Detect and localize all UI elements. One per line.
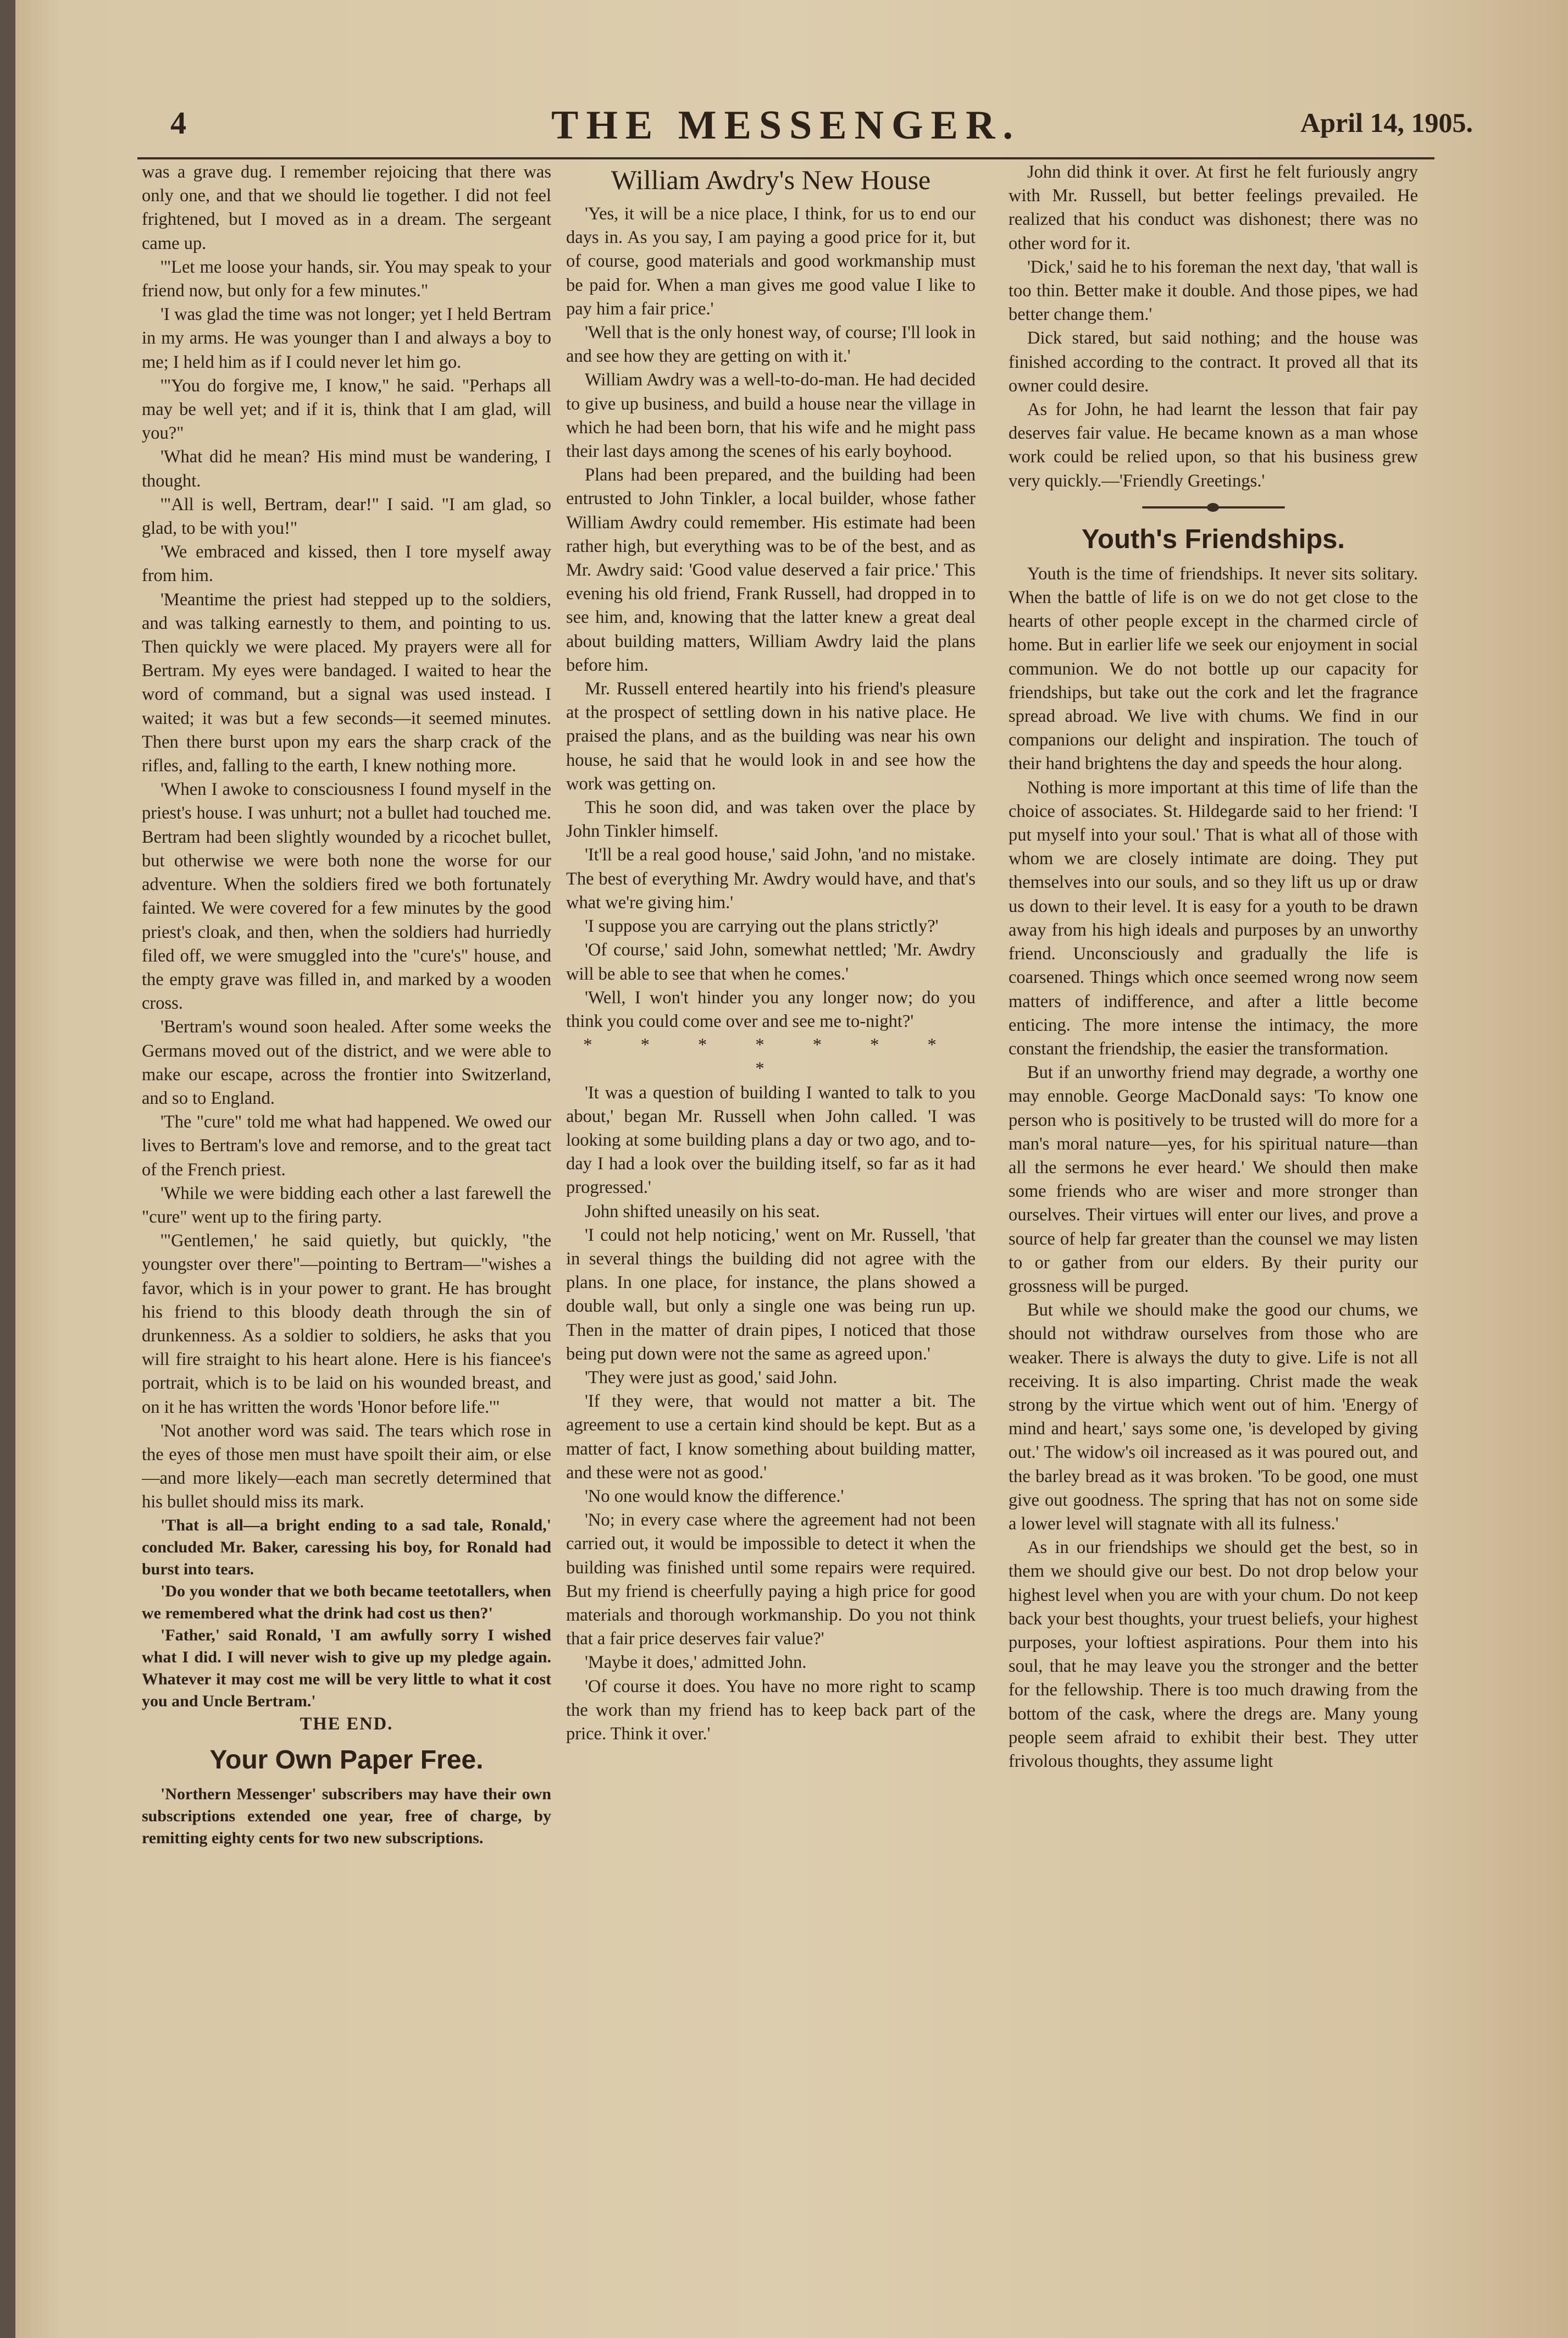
paragraph: 'I could not help noticing,' went on Mr. Russell, 'that in several things the building did not agree with the plans. In one place, for instance, the plans showed a double wall, but only a single one was being run up. Then in the matter of drain pipes, I noticed that those being put down were not the same as agreed upon.' (566, 1225, 976, 1364)
paragraph: 'That is all—a bright ending to a sad tale, Ronald,' concluded Mr. Baker, caressing his boy, for Ronald had burst into tears. (142, 1516, 551, 1578)
paragraph: 'Of course,' said John, somewhat nettled; 'Mr. Awdry will be able to see that when he comes.' (566, 940, 976, 984)
paragraph: 'I suppose you are carrying out the plans strictly?' (585, 916, 939, 937)
paragraph: 'Bertram's wound soon healed. After some weeks the Germans moved out of the district, and we were able to make our escape, across the frontier into Switzerland, and so to England. (142, 1017, 551, 1108)
paragraph: '"You do forgive me, I know," he said. "Perhaps all may be well yet; and if it is, think that I am glad, will you?" (142, 375, 551, 444)
paragraph: 'I was glad the time was not longer; yet I held Bertram in my arms. He was younger than I and always a boy to me; I held him as if I could never let him go. (142, 305, 551, 372)
section-stars: * * * * * * * * (583, 1035, 958, 1079)
paper-title: THE MESSENGER. (551, 103, 1021, 148)
paragraph: But if an unworthy friend may degrade, a worthy one may ennoble. George MacDonald says: 'To know one person who is positively to be trusted will do more for a man's moral nature—yes, for his spiritual nature—than all the sermons he ever heard.' We should then make some friends who are wiser and more stronger than ourselves. Their virtues will enter our lives, and prove a source of help far greater than the counsel we may listen to or gather from our elders. By their purity our grossness will be purged. (1009, 1063, 1418, 1296)
paragraph: 'Do you wonder that we both became teetotallers, when we remembered what the drink had cost us then?' (142, 1582, 551, 1622)
paragraph: 'No one would know the difference.' (585, 1486, 844, 1506)
paragraph: Mr. Russell entered heartily into his friend's pleasure at the prospect of settling down in his native place. He praised the plans, and as the building was near his own house, he said that he would look in and see how the work was getting on. (566, 679, 976, 794)
article-headline: Youth's Friendships. (1082, 524, 1345, 554)
notice-headline: Your Own Paper Free. (209, 1745, 484, 1775)
paragraph: As for John, he had learnt the lesson that fair pay deserves fair value. He became known as a man whose work could be relied upon, so that his business grew very quickly.—'Friendly Greetings.' (1009, 400, 1418, 491)
paragraph: As in our friendships we should get the best, so in them we should give our best. Do not drop below your highest level when you are with your chum. Do not keep back your best thoughts, your truest beliefs, your highest purposes, your loftiest aspirations. Pour them into his soul, that he may leave you the stronger and the better for the fellowship. There is too much drawing from the bottom of the cask, where the dregs are. Many young people seem afraid to exhibit their best. They utter frivolous thoughts, they assume light (1009, 1538, 1418, 1771)
paragraph: But while we should make the good our chums, we should not withdraw ourselves from those who are weaker. There is always the duty to give. Life is not all receiving. It is also imparting. Christ made the weak strong by the virtue which went out of him. 'Energy of mind and heart,' says some one, 'is developed by giving out.' The widow's oil increased as it was poured out, and the barley bread as it was broken. 'To be good, one must give out goodness. The spring that has not on some side a lower level will stagnate with all its fulness.' (1009, 1300, 1418, 1534)
paragraph: '"Gentlemen,' he said quietly, but quickly, "the youngster over there"—pointing to Bertram—"wishes a favor, which is in your power to grant. He has brought his friend to this bloody death through the sin of drunkenness. As a soldier to soldiers, he asks that you will fire straight to his heart alone. Here is his fiancee's portrait, which is to be laid on his wounded breast, and on it he has written the words 'Honor before life.'" (142, 1231, 551, 1417)
article-headline: William Awdry's New House (611, 164, 931, 195)
paragraph: 'It was a question of building I wanted to talk to you about,' began Mr. Russell when John called. 'I was looking at some building plans a day or two ago, and to-day I had a look over the building itself, so far as it had progressed.' (566, 1082, 976, 1198)
paragraph: 'While we were bidding each other a last farewell the "cure" went up to the firing party. (142, 1183, 551, 1227)
paragraph: Plans had been prepared, and the building had been entrusted to John Tinkler, a local builder, whose father William Awdry could remember. His estimate had been rather high, but everything was to be of the best, and as Mr. Awdry said: 'Good value deserved a fair price.' This evening his old friend, Frank Russell, had dropped in to see him, and, knowing that the latter knew a great deal about building matters, William Awdry laid the plans before him. (566, 465, 976, 675)
paragraph: John shifted uneasily on his seat. (585, 1201, 820, 1221)
binding-edge (0, 0, 15, 2338)
paragraph: 'Of course it does. You have no more right to scamp the work than my friend has to keep back part of the price. Think it over.' (566, 1676, 976, 1744)
paragraph: This he soon did, and was taken over the place by John Tinkler himself. (566, 798, 976, 842)
paragraph: 'The "cure" told me what had happened. We owed our lives to Bertram's love and remorse, and to the great tact of the French priest. (142, 1112, 551, 1180)
paragraph: 'They were just as good,' said John. (585, 1367, 838, 1388)
paragraph: 'Maybe it does,' admitted John. (585, 1652, 807, 1673)
paragraph: 'Father,' said Ronald, 'I am awfully sorry I wished what I did. I will never wish to give up my pledge again. Whatever it may cost me will be very little to what it cost you and Uncle Bertram.' (142, 1626, 551, 1710)
masthead-rule (137, 157, 1434, 159)
paragraph: 'If they were, that would not matter a bit. The agreement to use a certain kind should be kept. But as a matter of fact, I know something about building matter, and these were not as good.' (566, 1391, 976, 1483)
paragraph: '"All is well, Bertram, dear!" I said. "I am glad, so glad, to be with you!" (142, 494, 551, 539)
column-3 (1009, 161, 1418, 2189)
paragraph: Nothing is more important at this time of life than the choice of associates. St. Hildegarde said to her friend: 'I put myself into your soul.' That is what all of those with whom we are closely intimate are doing. They put themselves into our souls, and so they lift us up or draw us down to their level. It is easy for a youth to be drawn away from his high ideals and purposes by an unworthy friend. Unconsciously and gradually the life is coarsened. Things which once seemed wrong now seem matters of indifference, and after a little become enticing. The more intense the intimacy, the more constant the friendship, the easier the transformation. (1009, 777, 1418, 1059)
issue-date: April 14, 1905. (1300, 107, 1473, 138)
paragraph: Youth is the time of friendships. It never sits solitary. When the battle of life is on we do not get close to the hearts of other people except in the charmed circle of home. But in earlier life we seek our enjoyment in social communion. We do not bottle up our capacity for friendships, but take out the cork and let the fragrance spread abroad. We live with chums. We find in our companions our delight and inspiration. The touch of their hand brightens the day and speeds the hour along. (1009, 563, 1418, 774)
paragraph: 'Dick,' said he to his foreman the next day, 'that wall is too thin. Better make it double. And those pipes, we had better change them.' (1009, 257, 1418, 325)
masthead (132, 103, 1473, 154)
paragraph: 'When I awoke to consciousness I found myself in the priest's house. I was unhurt; not a bullet had touched me. Bertram had been slightly wounded by a ricochet bullet, but otherwise we were both none the worse for our adventure. When the soldiers fired we both fortunately fainted. We were covered for a few minutes by the good priest's cloak, and then, when the soldiers had hurriedly filed off, we were smuggled into the "cure's" house, and the empty grave was filled in, and marked by a wooden cross. (142, 780, 551, 1014)
paragraph: 'Meantime the priest had stepped up to the soldiers, and was talking earnestly to them, and pointing to us. Then quickly we were placed. My prayers were all for Bertram. My eyes were bandaged. I waited to hear the word of command, but a signal was used instead. I waited; it was but a few seconds—it seemed minutes. Then there burst upon my ears the sharp crack of the rifles, and, falling to the earth, I knew nothing more. (142, 589, 551, 776)
column-1 (142, 161, 551, 2189)
paragraph: John did think it over. At first he felt furiously angry with Mr. Russell, but better feelings prevailed. He realized that his conduct was dishonest; there was no other word for it. (1009, 162, 1418, 253)
paragraph: Dick stared, but said nothing; and the house was finished according to the contract. It proved all that its owner could desire. (1009, 328, 1418, 396)
paragraph: William Awdry was a well-to-do-man. He had decided to give up business, and build a house near the village in which he had been born, that his wife and he might pass their last days among the scenes of his early boyhood. (566, 370, 976, 462)
paragraph: 'Well that is the only honest way, of course; I'll look in and see how they are getting on with it.' (566, 323, 976, 367)
paragraph: '"Let me loose your hands, sir. You may speak to your friend now, but only for a few minutes." (142, 257, 551, 301)
notice-text: 'Northern Messenger' subscribers may have their own subscriptions extended one year, free of charge, by remitting eighty cents for two new subscriptions. (142, 1784, 551, 1847)
column-2 (566, 161, 976, 2189)
paragraph: 'It'll be a real good house,' said John, 'and no mistake. The best of everything Mr. Awdry would have, and that's what we're giving him.' (566, 845, 976, 913)
paragraph: 'No; in every case where the agreement had not been carried out, it would be impossible to detect it when the building was finished until some repairs were required. But my friend is cheerfully paying a high price for good materials and thorough workmanship. Do you not think that a fair price deserves fair value?' (566, 1510, 976, 1649)
ornament-divider (1142, 506, 1285, 508)
page-number: 4 (170, 105, 186, 141)
paragraph: 'Well, I won't hinder you any longer now; do you think you could come over and see me to-night?' (566, 987, 976, 1031)
paragraph: was a grave dug. I remember rejoicing that there was only one, and that we should lie together. I did not feel frightened, but I moved as in a dream. The sergeant came up. (142, 162, 551, 253)
paragraph: 'Yes, it will be a nice place, I think, for us to end our days in. As you say, I am paying a good price for it, but of course, good materials and good workmanship must be paid for. When a man gives me good value I like to pay him a fair price.' (566, 204, 976, 319)
paragraph: 'Not another word was said. The tears which rose in the eyes of those men must have spoilt their aim, or else—and more likely—each man secretly determined that his bullet should miss its mark. (142, 1421, 551, 1512)
paragraph: 'We embraced and kissed, then I tore myself away from him. (142, 542, 551, 586)
the-end: THE END. (300, 1714, 394, 1734)
paragraph: 'What did he mean? His mind must be wandering, I thought. (142, 447, 551, 491)
